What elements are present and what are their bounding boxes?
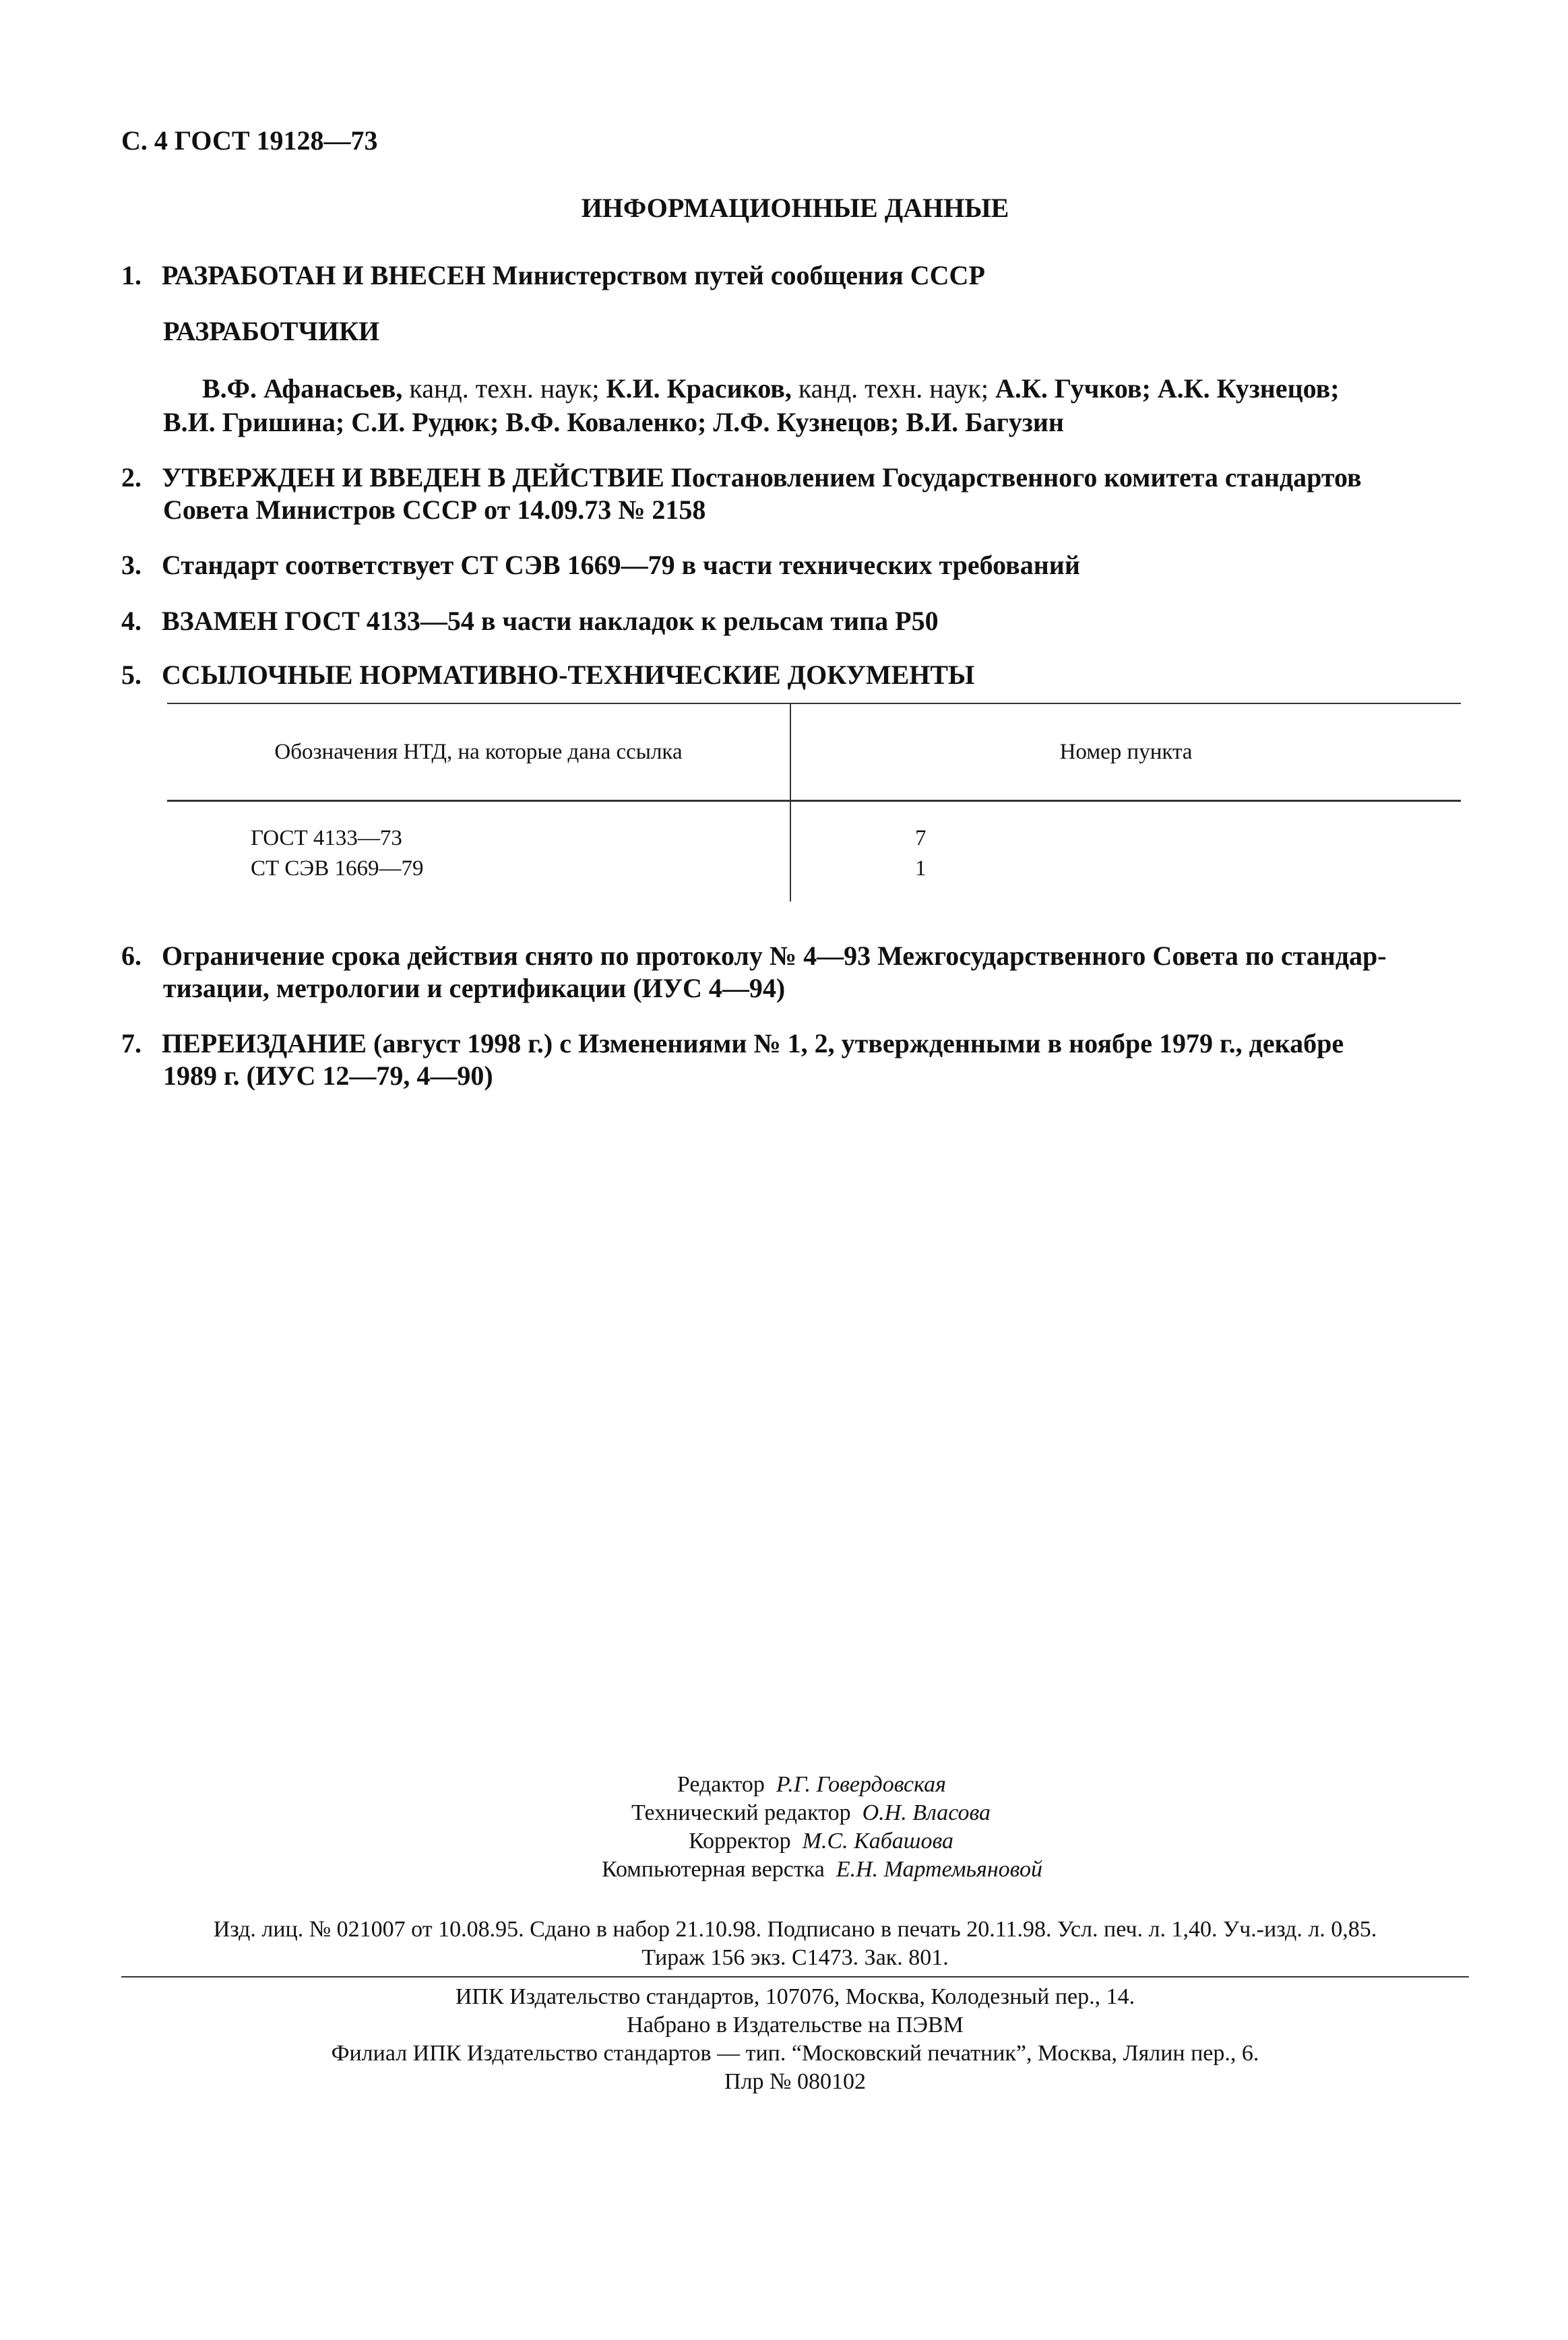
item-1-number: 1. xyxy=(121,260,142,290)
imprint-rule xyxy=(121,1976,1469,1978)
imprint-line-2: Тираж 156 экз. С1473. Зак. 801. xyxy=(641,1945,949,1970)
item-5 xyxy=(121,659,974,691)
item-2-line-2: Совета Министров СССР от 14.09.73 № 2158 xyxy=(163,495,706,525)
developers-3-4: А.К. Гучков; А.К. Кузнецов; xyxy=(995,373,1340,404)
imprint-line-6: Плр № 080102 xyxy=(724,2069,866,2094)
page-header: С. 4 ГОСТ 19128—73 xyxy=(121,125,378,156)
credit-layout-name: Е.Н. Мартемьяновой xyxy=(836,1857,1042,1882)
item-7-line-1: ПЕРЕИЗДАНИЕ (август 1998 г.) с Изменениями № 1, 2, утвержденными в ноябре 1979 г., декабре xyxy=(162,1028,1344,1058)
item-3-number: 3. xyxy=(121,550,142,580)
credit-layout xyxy=(602,1857,1042,1883)
table-column-divider xyxy=(790,703,791,902)
item-2-line-1: УТВЕРЖДЕН И ВВЕДЕН В ДЕЙСТВИЕ Постановлением Государственного комитета стандартов xyxy=(162,462,1362,493)
imprint-line-4: Набрано в Издательстве на ПЭВМ xyxy=(627,2013,964,2037)
imprint-line-1: Изд. лиц. № 021007 от 10.08.95. Сдано в набор 21.10.98. Подписано в печать 20.11.98. Усл. печ. л. 1,40. Уч.-изд. л. 0,85. xyxy=(213,1917,1377,1942)
item-7-line-2: 1989 г. (ИУС 12—79, 4—90) xyxy=(163,1061,493,1091)
credit-corrector-role: Корректор xyxy=(689,1829,791,1854)
item-4-text: ВЗАМЕН ГОСТ 4133—54 в части накладок к рельсам типа Р50 xyxy=(162,606,939,636)
credit-tech-editor-role: Технический редактор xyxy=(631,1800,851,1825)
item-4-number: 4. xyxy=(121,606,142,636)
item-3-text: Стандарт соответствует СТ СЭВ 1669—79 в части технических требований xyxy=(162,550,1080,580)
item-4 xyxy=(121,605,939,637)
item-6-line-2: тизации, метрологии и сертификации (ИУС 4—94) xyxy=(163,973,786,1003)
developers-line-2: В.И. Гришина; С.И. Рудюк; В.Ф. Коваленко; Л.Ф. Кузнецов; В.И. Багузин xyxy=(163,407,1064,437)
table-header-doc: Обозначения НТД, на которые дана ссылка xyxy=(274,740,683,764)
table-top-rule xyxy=(167,703,1461,704)
credit-editor-role: Редактор xyxy=(677,1772,765,1797)
table-row-2-doc: СТ СЭВ 1669—79 xyxy=(251,856,424,881)
credit-editor xyxy=(677,1772,946,1798)
item-6 xyxy=(121,940,1387,972)
table-row-2-clause: 1 xyxy=(915,856,927,881)
developers-line-1 xyxy=(202,373,1340,404)
table-row-1-doc: ГОСТ 4133—73 xyxy=(251,826,402,850)
item-7-number: 7. xyxy=(121,1028,142,1058)
credit-editor-name: Р.Г. Говердовская xyxy=(776,1772,946,1797)
credit-layout-role: Компьютерная верстка xyxy=(601,1857,825,1882)
credit-tech-editor xyxy=(631,1800,991,1826)
item-2-number: 2. xyxy=(121,462,142,493)
item-6-number: 6. xyxy=(121,941,142,971)
table-header-rule xyxy=(167,800,1461,802)
item-3 xyxy=(121,549,1080,581)
credit-corrector-name: М.С. Кабашова xyxy=(802,1829,953,1854)
item-5-number: 5. xyxy=(121,660,142,690)
item-2 xyxy=(121,462,1362,493)
developer-2-degree: канд. техн. наук; xyxy=(791,373,995,404)
imprint-line-3: ИПК Издательство стандартов, 107076, Москва, Колодезный пер., 14. xyxy=(455,1984,1135,2009)
developer-2: К.И. Красиков, xyxy=(606,373,792,404)
page-title: ИНФОРМАЦИОННЫЕ ДАННЫЕ xyxy=(581,193,1009,223)
developers-heading: РАЗРАБОТЧИКИ xyxy=(163,316,380,346)
developer-1: В.Ф. Афанасьев, xyxy=(202,373,403,404)
item-1-text: РАЗРАБОТАН И ВНЕСЕН Министерством путей сообщения СССР xyxy=(162,260,985,290)
developer-1-degree: канд. техн. наук; xyxy=(402,373,606,404)
credit-tech-editor-name: О.Н. Власова xyxy=(862,1800,991,1825)
table-row-1-clause: 7 xyxy=(915,826,927,850)
credit-corrector xyxy=(689,1829,953,1854)
item-5-text: ССЫЛОЧНЫЕ НОРМАТИВНО-ТЕХНИЧЕСКИЕ ДОКУМЕНТЫ xyxy=(162,660,975,690)
item-6-line-1: Ограничение срока действия снято по протоколу № 4—93 Межгосударственного Совета по стандар- xyxy=(162,941,1387,971)
item-1 xyxy=(121,259,985,291)
item-7 xyxy=(121,1027,1344,1059)
imprint-line-5: Филиал ИПК Издательство стандартов — тип. “Московский печатник”, Москва, Лялин пер., 6. xyxy=(331,2041,1259,2066)
table-header-clause: Номер пункта xyxy=(1059,740,1193,764)
